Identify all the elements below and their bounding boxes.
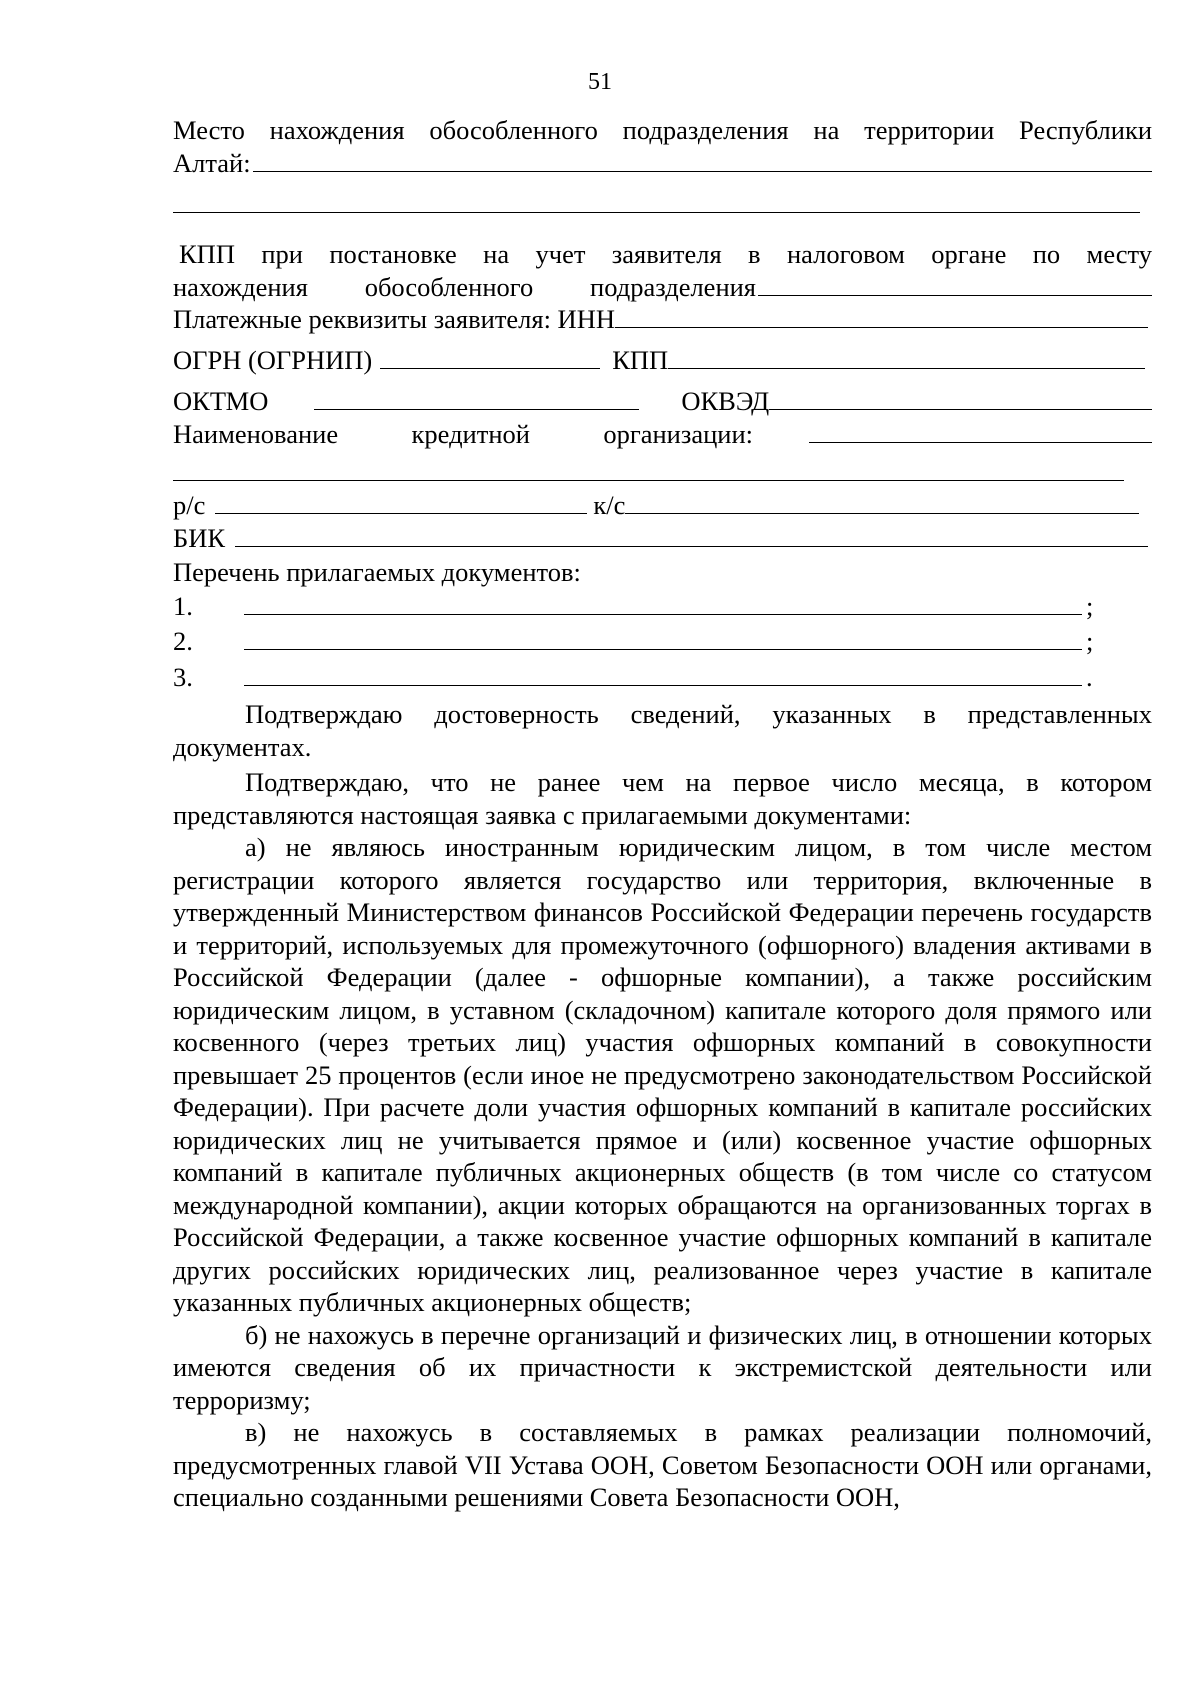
ogrn-kpp-row xyxy=(173,344,1145,377)
confirm-item-a: а) не являюсь иностранным юридическим лицом, в том числе местом регистрации которого является государство или территория, включенные в утвержденный Министерством финансов Российской Федерации перечень государств и территорий, используемых для промежуточного (офшорного) владения активами в Российской Федерации (далее - офшорные компании), а также российским юридическим лицом, в уставном (складочном) капитале которого доля прямого или косвенного (через третьих лиц) участия офшорных компаний в совокупности превышает 25 процентов (если иное не предусмотрено законодательством Российской Федерации). При расчете доли участия офшорных компаний в капитале российских юридических лиц не учитывается прямое и (или) косвенное участие офшорных компаний в капитале публичных акционерных обществ (в том числе со статусом международной компании), акции которых обращаются на организованных торгах в Российской Федерации, а также косвенное участие офшорных компаний в капитале других российских юридических лиц, реализованное через участие в капитале указанных публичных акционерных обществ; xyxy=(173,832,1152,1317)
document-item-end: ; xyxy=(1086,626,1094,656)
document-item-end: ; xyxy=(1086,590,1094,621)
document-item-field[interactable] xyxy=(244,590,1082,615)
document-item xyxy=(173,661,1152,694)
inn-row xyxy=(173,303,1148,336)
bank-label: Наименование кредитной организации: xyxy=(173,418,753,449)
inn-field[interactable] xyxy=(615,303,1148,328)
document-item-field[interactable] xyxy=(244,661,1082,686)
rs-field[interactable] xyxy=(215,489,587,514)
inn-label: Платежные реквизиты заявителя: ИНН xyxy=(173,304,615,334)
kpp-row xyxy=(173,271,1152,304)
ogrn-field[interactable] xyxy=(380,344,600,369)
location-field-extra[interactable] xyxy=(173,188,1140,213)
bik-field[interactable] xyxy=(235,522,1148,547)
kpp-short-field[interactable] xyxy=(668,344,1145,369)
kpp-short-label: КПП xyxy=(612,344,669,375)
confirm-item-b: б) не нахожусь в перечне организаций и физических лиц, в отношении которых имеются сведения об их причастности к экстремистской деятельности или терроризму; xyxy=(173,1319,1152,1415)
bank-field-extra[interactable] xyxy=(173,456,1124,481)
location-line-1: Место нахождения обособленного подразделения на территории Республики xyxy=(173,115,1152,145)
oktmo-label: ОКТМО xyxy=(173,386,269,416)
location-label: Алтай: xyxy=(173,147,251,178)
document-item xyxy=(173,625,1152,658)
page-number: 51 xyxy=(588,69,612,95)
bik-label: БИК xyxy=(173,522,226,553)
okved-field[interactable] xyxy=(769,385,1152,410)
rs-label: р/с xyxy=(173,490,206,520)
location-row xyxy=(173,147,1152,180)
okved-label: ОКВЭД xyxy=(681,386,770,416)
ks-field[interactable] xyxy=(625,489,1139,514)
confirm-paragraph-2: Подтверждаю, что не ранее чем на первое число месяца, в котором представляются настоящая заявка с прилагаемыми документами: xyxy=(173,767,1152,830)
kpp-label: нахождения обособленного подразделения xyxy=(173,271,756,302)
oktmo-okved-row xyxy=(173,385,1152,418)
confirm-item-v: в) не нахожусь в составляемых в рамках реализации полномочий, предусмотренных главой VII Устава ООН, Советом Безопасности ООН или органами, специально созданными решениями Совета Безопасности ООН, xyxy=(173,1417,1152,1512)
kpp-line-1: КПП при постановке на учет заявителя в налоговом органе по месту xyxy=(179,239,1152,269)
document-item-number: 3. xyxy=(173,661,193,692)
ogrn-label: ОГРН (ОГРНИП) xyxy=(173,344,373,375)
oktmo-field[interactable] xyxy=(314,385,639,410)
bank-field[interactable] xyxy=(809,418,1152,443)
confirm-paragraph-1: Подтверждаю достоверность сведений, указанных в представленных документах. xyxy=(173,699,1152,762)
document-item-end: . xyxy=(1086,661,1093,692)
bank-row xyxy=(173,418,1152,451)
document-item-number: 1. xyxy=(173,590,193,621)
ks-label: к/с xyxy=(593,490,626,520)
document-item xyxy=(173,590,1152,623)
location-field[interactable] xyxy=(253,147,1152,172)
document-item-number: 2. xyxy=(173,626,193,656)
form-content xyxy=(173,114,1152,1514)
documents-heading: Перечень прилагаемых документов: xyxy=(173,557,581,587)
accounts-row xyxy=(173,489,1139,522)
kpp-field[interactable] xyxy=(758,271,1152,296)
bik-row xyxy=(173,522,1148,555)
document-item-field[interactable] xyxy=(244,625,1082,650)
